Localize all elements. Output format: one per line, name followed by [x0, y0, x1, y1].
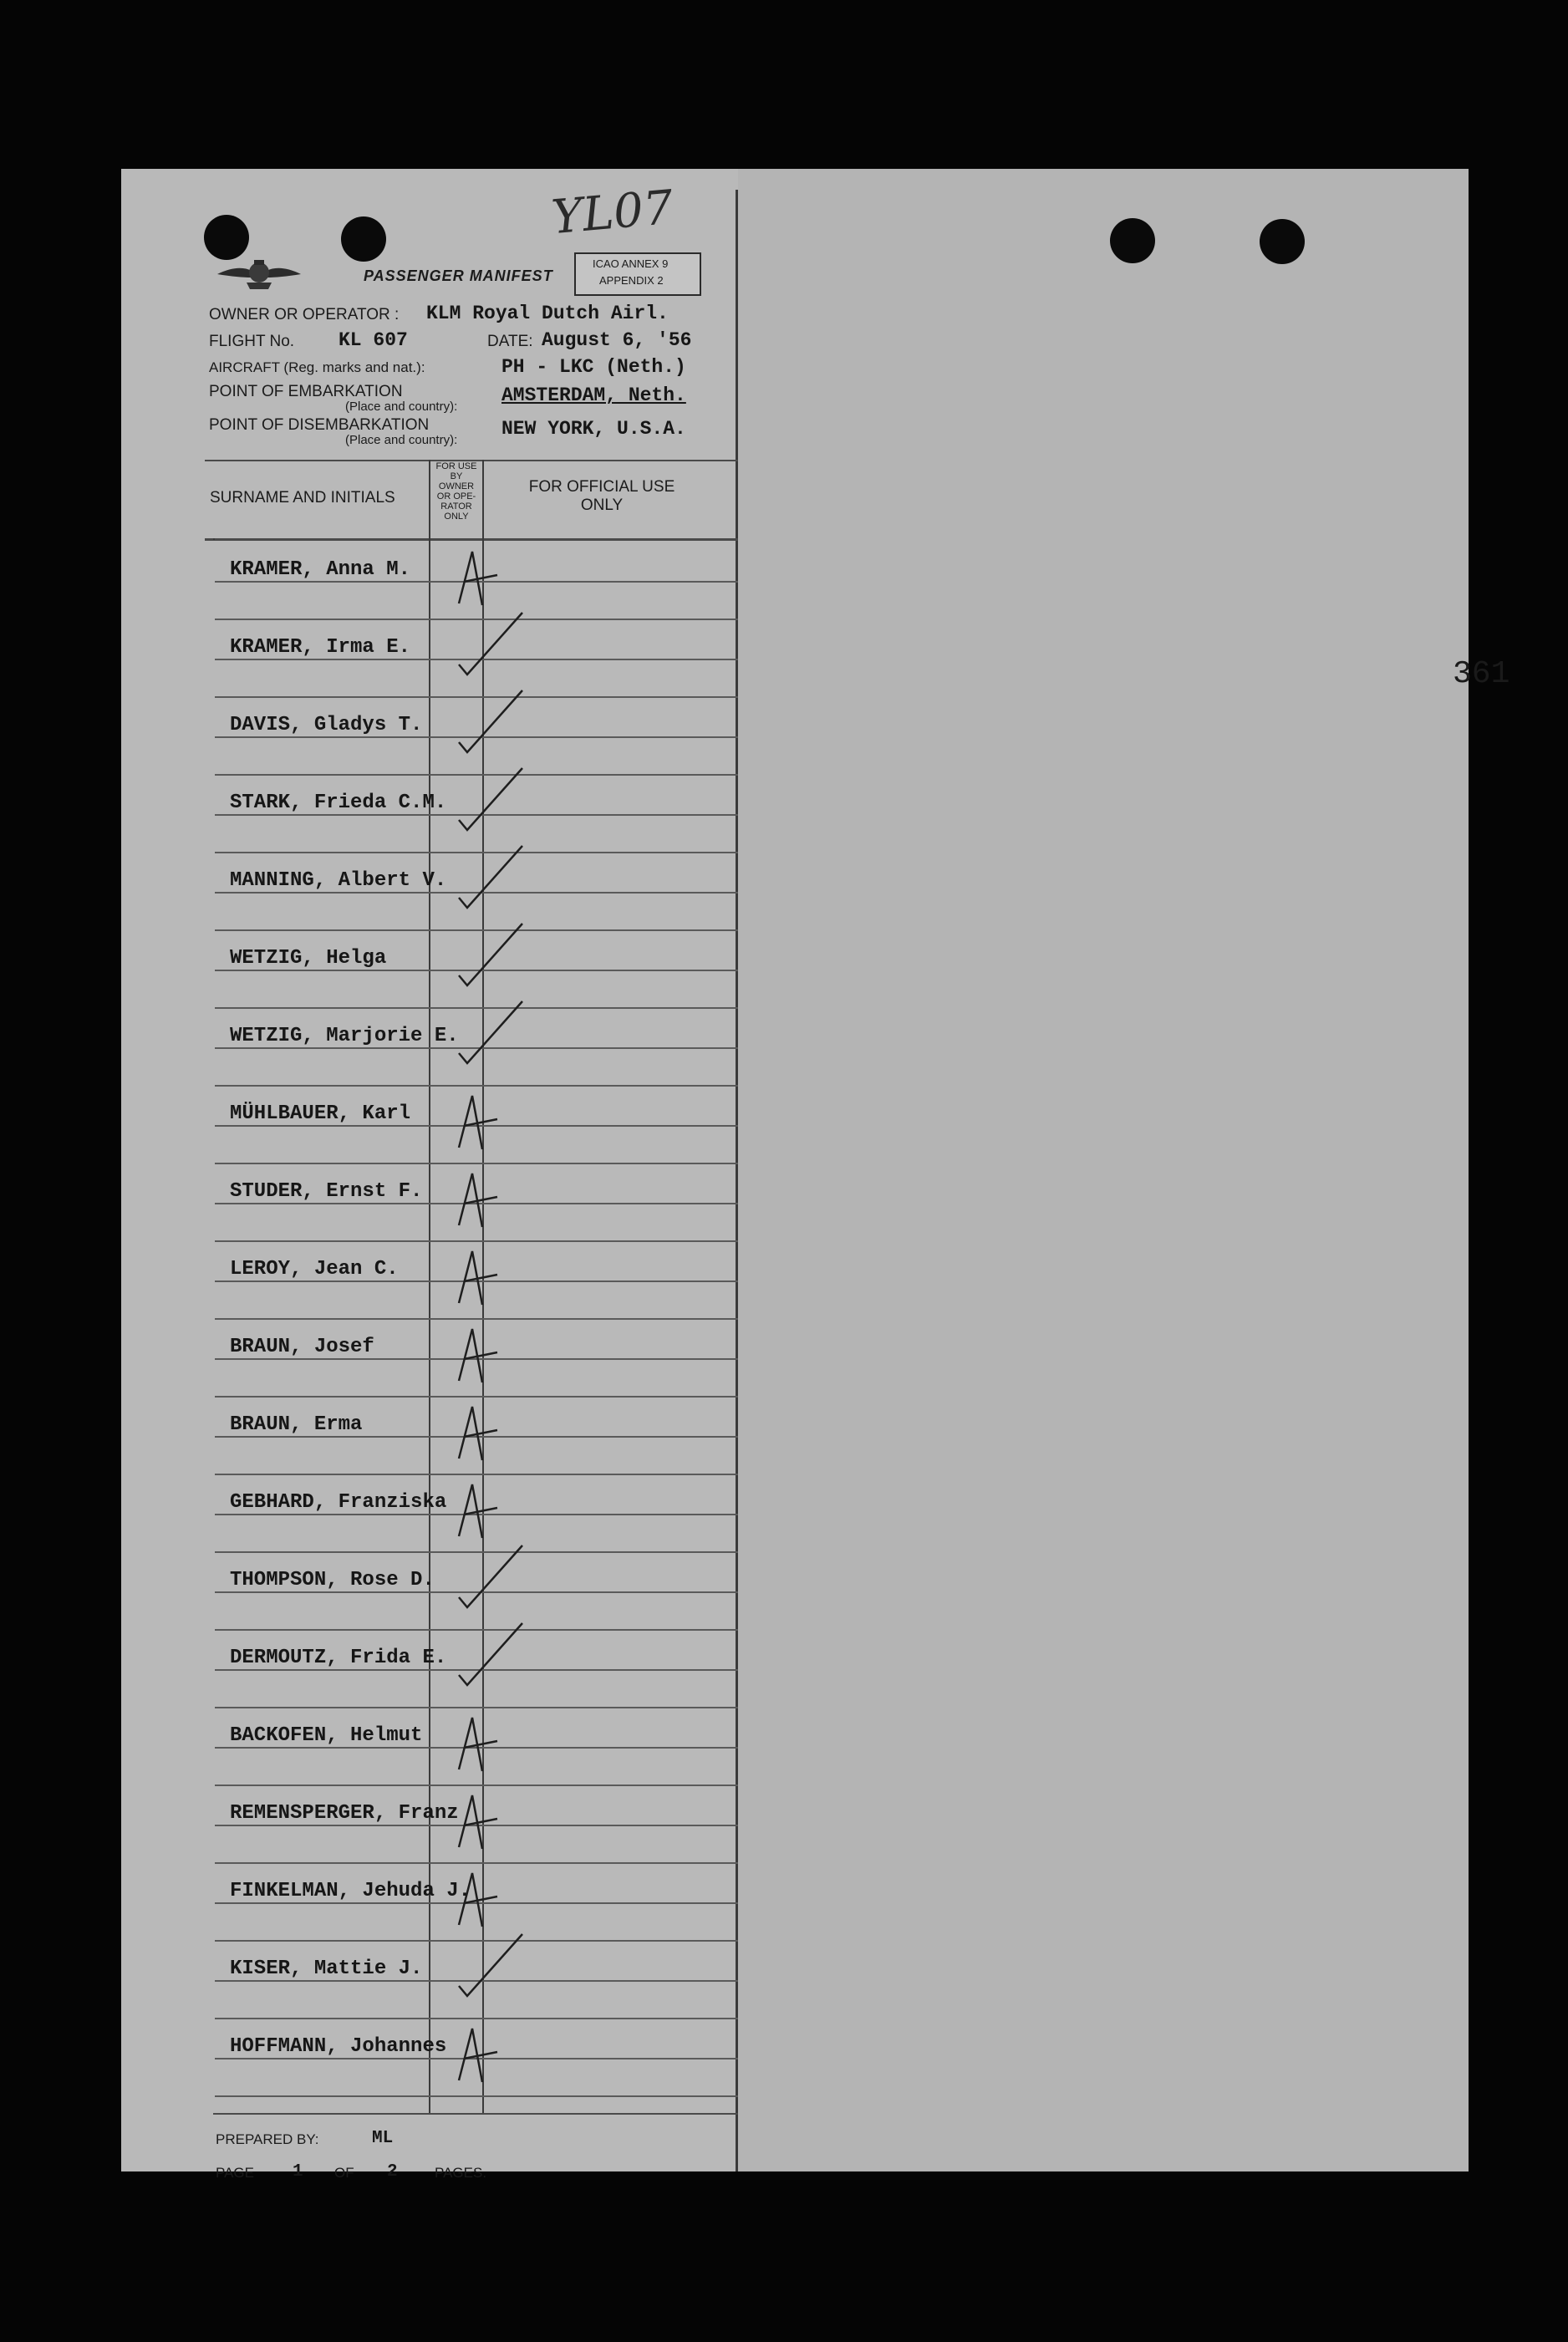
of-value: 2 — [387, 2162, 398, 2182]
prepared-by-label: PREPARED BY: — [216, 2131, 319, 2147]
passenger-name: FINKELMAN, Jehuda J. — [230, 1880, 471, 1902]
punch-hole-right-2 — [1260, 219, 1305, 264]
disembarkation-sub: (Place and country): — [345, 433, 458, 447]
header-bottom-rule — [205, 538, 738, 541]
table-row — [121, 1709, 738, 1787]
table-row — [121, 1010, 738, 1087]
owner-use-line-5: RATOR — [440, 501, 472, 512]
passenger-name: WETZIG, Helga — [230, 947, 387, 970]
owner-use-line-2: BY — [450, 471, 463, 481]
form-title: PASSENGER MANIFEST — [364, 267, 553, 284]
column-header-official-use — [497, 478, 706, 515]
table-row — [121, 932, 738, 1010]
of-label: OF — [334, 2165, 354, 2181]
owner-label: OWNER OR OPERATOR : — [209, 306, 400, 323]
check-mark-icon — [456, 776, 606, 854]
check-mark-icon — [456, 1942, 606, 2020]
pages-label: PAGES. — [435, 2165, 487, 2181]
table-row — [121, 1787, 738, 1865]
check-mark-icon — [456, 621, 606, 699]
form-left-edge — [213, 538, 215, 540]
annotation-a-mark — [456, 1865, 606, 1942]
passenger-name: KRAMER, Anna M. — [230, 558, 411, 581]
manifest-sheet — [121, 169, 1510, 2182]
passenger-name: BRAUN, Josef — [230, 1336, 374, 1358]
annotation-a-mark — [456, 2020, 606, 2098]
passenger-name: STUDER, Ernst F. — [230, 1180, 423, 1203]
page-value: 1 — [293, 2162, 303, 2182]
table-row — [121, 776, 738, 854]
table-row — [121, 1243, 738, 1321]
check-mark-icon — [456, 932, 606, 1010]
check-mark-icon — [456, 854, 606, 932]
date-value: August 6, '56 — [542, 329, 692, 351]
page-number-stamp: 361 — [1453, 656, 1510, 692]
annotation-a-mark — [456, 1321, 606, 1398]
table-row — [121, 854, 738, 932]
table-bottom-rule — [213, 2113, 738, 2115]
disembarkation-value: NEW YORK, U.S.A. — [501, 418, 686, 440]
aircraft-value: PH - LKC (Neth.) — [501, 356, 686, 378]
owner-value: KLM Royal Dutch Airl. — [426, 303, 669, 324]
disembarkation-label: POINT OF DISEMBARKATION — [209, 416, 430, 434]
table-row — [121, 543, 738, 621]
table-row — [121, 1321, 738, 1398]
annotation-a-mark — [456, 1709, 606, 1787]
table-row — [121, 1165, 738, 1243]
table-row — [121, 699, 738, 776]
annotation-a-mark — [456, 1476, 606, 1554]
table-row — [121, 1942, 738, 2020]
passenger-name: THOMPSON, Rose D. — [230, 1569, 435, 1591]
passenger-name: WETZIG, Marjorie E. — [230, 1025, 459, 1047]
table-row — [121, 1865, 738, 1942]
owner-use-line-1: FOR USE — [435, 461, 477, 471]
official-use-line-1: FOR OFFICIAL USE — [528, 478, 675, 496]
blank-right-panel — [738, 169, 1510, 2171]
passenger-name: KRAMER, Irma E. — [230, 636, 411, 659]
embarkation-sub: (Place and country): — [345, 400, 458, 414]
check-mark-icon — [456, 699, 606, 776]
official-use-line-2: ONLY — [580, 496, 624, 514]
table-row — [121, 621, 738, 699]
passenger-name: MÜHLBAUER, Karl — [230, 1102, 411, 1125]
date-label: DATE: — [487, 333, 533, 350]
annotation-a-mark — [456, 1787, 606, 1865]
airline-logo-icon — [213, 252, 305, 294]
prepared-by-value: ML — [372, 2129, 394, 2148]
check-mark-icon — [456, 1010, 606, 1087]
aircraft-label: AIRCRAFT (Reg. marks and nat.): — [209, 359, 425, 375]
table-row — [121, 1398, 738, 1476]
passenger-name: GEBHARD, Franziska — [230, 1491, 447, 1514]
punch-hole-right-1 — [1110, 218, 1155, 263]
table-row — [121, 1632, 738, 1709]
column-header-owner-use — [430, 461, 482, 522]
table-row — [121, 2020, 738, 2098]
annex-line-2: APPENDIX 2 — [599, 274, 664, 287]
passenger-name: STARK, Frieda C.M. — [230, 792, 447, 814]
table-row — [121, 1087, 738, 1165]
passenger-name: REMENSPERGER, Franz — [230, 1802, 459, 1825]
annex-line-1: ICAO ANNEX 9 — [593, 257, 669, 270]
flight-label: FLIGHT No. — [209, 333, 295, 350]
handwritten-reference: YL07 — [549, 180, 675, 246]
owner-use-line-4: OR OPE- — [436, 491, 476, 501]
table-row — [121, 1554, 738, 1632]
table-row — [121, 1476, 738, 1554]
passenger-name: LEROY, Jean C. — [230, 1258, 399, 1280]
passenger-name: DAVIS, Gladys T. — [230, 714, 423, 736]
annex-box — [574, 252, 701, 296]
owner-use-line-6: ONLY — [444, 512, 469, 522]
check-mark-icon — [456, 1554, 606, 1632]
embarkation-value: AMSTERDAM, Neth. — [501, 384, 686, 406]
passenger-name: HOFFMANN, Johannes — [230, 2035, 447, 2058]
passenger-name: BACKOFEN, Helmut — [230, 1724, 423, 1747]
owner-use-line-3: OWNER — [438, 481, 475, 491]
page-label: PAGE — [216, 2165, 254, 2181]
annotation-a-mark — [456, 1398, 606, 1476]
passenger-name: BRAUN, Erma — [230, 1413, 363, 1436]
flight-value: KL 607 — [339, 329, 408, 351]
passenger-name: KISER, Mattie J. — [230, 1958, 423, 1980]
annotation-a-mark — [456, 1243, 606, 1321]
annotation-a-mark — [456, 1165, 606, 1243]
annotation-a-mark — [456, 543, 606, 621]
embarkation-label: POINT OF EMBARKATION — [209, 383, 403, 400]
passenger-name: DERMOUTZ, Frida E. — [230, 1647, 447, 1669]
column-header-surname: SURNAME AND INITIALS — [210, 489, 395, 507]
annotation-a-mark — [456, 1087, 606, 1165]
passenger-name: MANNING, Albert V. — [230, 869, 447, 892]
check-mark-icon — [456, 1632, 606, 1709]
manifest-form — [121, 169, 738, 2182]
